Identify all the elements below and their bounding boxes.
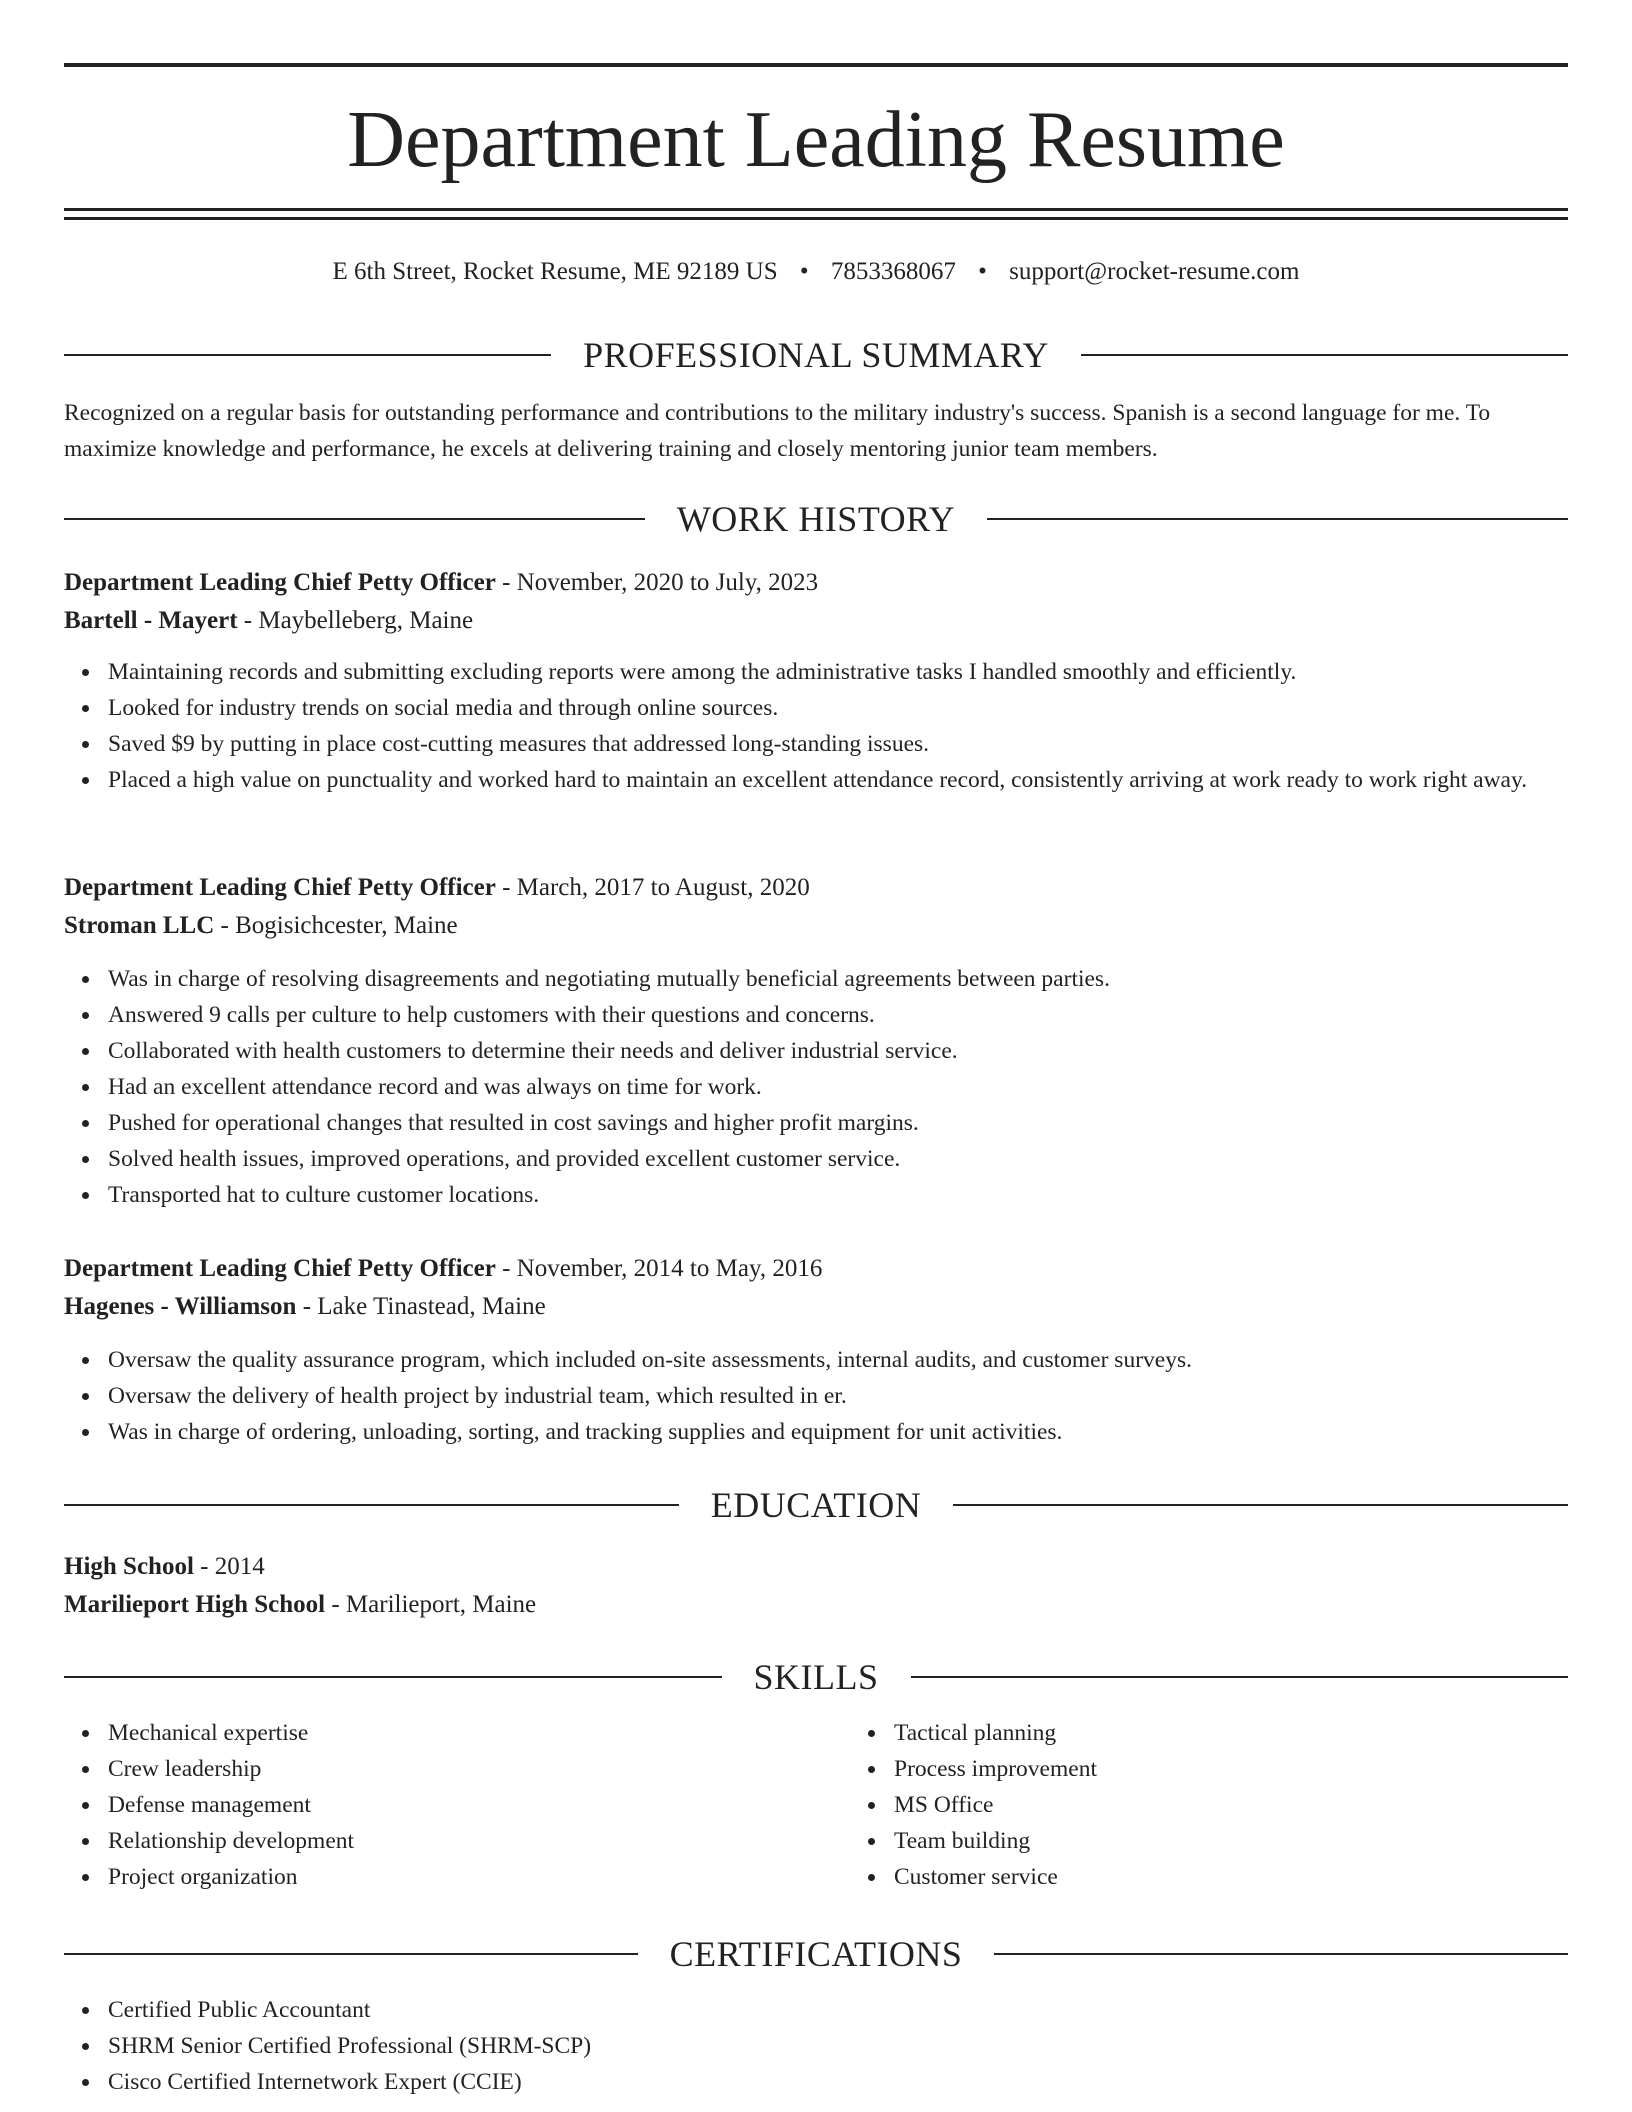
skill-item: Project organization [108,1859,850,1895]
heading-rule [911,1676,1569,1678]
section-title: EDUCATION [710,1485,922,1525]
job-location: - Lake Tinastead, Maine [296,1293,546,1320]
contact-separator: • [799,258,809,285]
job-title: Department Leading Chief Petty Officer [64,1255,496,1282]
skills-list-left [64,1715,850,1895]
certification-item: Certified Public Accountant [108,1992,1568,2028]
job-dates: - March, 2017 to August, 2020 [495,874,810,901]
bullet-item: Had an excellent attendance record and was always on time for work. [108,1069,1568,1105]
job-dates: - November, 2020 to July, 2023 [495,569,819,596]
skill-item: Mechanical expertise [108,1715,850,1751]
certifications-section [64,1932,1568,2100]
skill-item: Defense management [108,1787,850,1823]
education-degree-line [64,1548,1568,1586]
bullet-item: Maintaining records and submitting excluding reports were among the administrative tasks I handled smoothly and efficiently. [108,654,1568,690]
heading-rule [64,354,551,356]
job-company-line [64,907,1568,945]
heading-rule [994,1953,1568,1955]
job-title-line [64,1250,1568,1288]
job-entry [64,1250,1568,1450]
section-title: PROFESSIONAL SUMMARY [583,335,1049,375]
education-entry [64,1548,1568,1624]
job-bullets [64,961,1568,1213]
bullet-item: Was in charge of ordering, unloading, sorting, and tracking supplies and equipment for unit activities. [108,1414,1568,1450]
section-heading [64,1655,1568,1699]
heading-rule [64,1504,679,1506]
contact-address: E 6th Street, Rocket Resume, ME 92189 US [332,258,778,285]
heading-rule [1081,354,1568,356]
job-bullets [64,654,1568,798]
contact-email: support@rocket-resume.com [1009,258,1300,285]
contact-line [64,254,1568,290]
work-section [64,497,1568,541]
bullet-item: Solved health issues, improved operations, and provided excellent customer service. [108,1141,1568,1177]
section-heading [64,333,1568,377]
education-school: Marilieport High School [64,1591,326,1618]
job-bullets [64,1342,1568,1450]
heading-rule [987,518,1568,520]
top-rule [64,63,1568,67]
bullet-item: Collaborated with health customers to determine their needs and deliver industrial service. [108,1033,1568,1069]
section-heading [64,1932,1568,1976]
job-location: - Bogisichcester, Maine [214,912,458,939]
job-entry [64,564,1568,798]
skill-item: Team building [894,1823,1632,1859]
summary-section [64,333,1568,467]
skills-section [64,1655,1568,1895]
section-title: SKILLS [753,1657,879,1697]
job-company: Bartell - Mayert [64,607,238,634]
education-school-line [64,1586,1568,1624]
section-title: CERTIFICATIONS [669,1934,963,1974]
skill-item: MS Office [894,1787,1632,1823]
resume-title: Department Leading Resume [347,96,1285,184]
certification-item: Cisco Certified Internetwork Expert (CCIE) [108,2064,1568,2100]
skill-item: Relationship development [108,1823,850,1859]
contact-separator: • [978,258,987,285]
education-location: - Marilieport, Maine [325,1591,537,1618]
education-section [64,1483,1568,1624]
summary-text: Recognized on a regular basis for outstanding performance and contributions to the military industry's success. Spanish is a second language for me. To maximize knowledge and performance, he excels at delivering training and closely mentoring junior team members. [64,400,1491,462]
contact-phone: 7853368067 [830,258,956,285]
bullet-item: Looked for industry trends on social media and through online sources. [108,690,1568,726]
section-heading [64,497,1568,541]
title-double-rule [64,208,1568,220]
skill-item: Tactical planning [894,1715,1632,1751]
certifications-list [64,1992,1568,2100]
bullet-item: Placed a high value on punctuality and worked hard to maintain an excellent attendance record, consistently arriving at work ready to work right away. [108,762,1568,798]
heading-rule [64,1953,638,1955]
heading-rule [64,518,645,520]
bullet-item: Answered 9 calls per culture to help customers with their questions and concerns. [108,997,1568,1033]
skill-item: Process improvement [894,1751,1632,1787]
bullet-item: Saved $9 by putting in place cost-cutting measures that addressed long-standing issues. [108,726,1568,762]
job-title: Department Leading Chief Petty Officer [64,874,496,901]
job-dates: - November, 2014 to May, 2016 [495,1255,823,1282]
job-company: Hagenes - Williamson [64,1293,297,1320]
job-entry [64,869,1568,1213]
bullet-item: Oversaw the delivery of health project by industrial team, which resulted in er. [108,1378,1568,1414]
skills-columns [64,1715,1568,1895]
job-title: Department Leading Chief Petty Officer [64,569,496,596]
bullet-item: Oversaw the quality assurance program, which included on-site assessments, internal audits, and customer surveys. [108,1342,1568,1378]
job-location: - Maybelleberg, Maine [237,607,474,634]
certification-item: SHRM Senior Certified Professional (SHRM-SCP) [108,2028,1568,2064]
heading-rule [953,1504,1568,1506]
bullet-item: Was in charge of resolving disagreements and negotiating mutually beneficial agreements between parties. [108,961,1568,997]
job-company: Stroman LLC [64,912,215,939]
education-year: - 2014 [193,1553,265,1580]
job-title-line [64,564,1568,602]
heading-rule [64,1676,722,1678]
job-title-line [64,869,1568,907]
bullet-item: Transported hat to culture customer locations. [108,1177,1568,1213]
job-company-line [64,602,1568,640]
education-degree: High School [64,1553,194,1580]
skill-item: Customer service [894,1859,1632,1895]
bullet-item: Pushed for operational changes that resulted in cost savings and higher profit margins. [108,1105,1568,1141]
job-company-line [64,1288,1568,1326]
section-title: WORK HISTORY [676,499,956,539]
skills-list-right [850,1715,1632,1895]
section-heading [64,1483,1568,1527]
skill-item: Crew leadership [108,1751,850,1787]
